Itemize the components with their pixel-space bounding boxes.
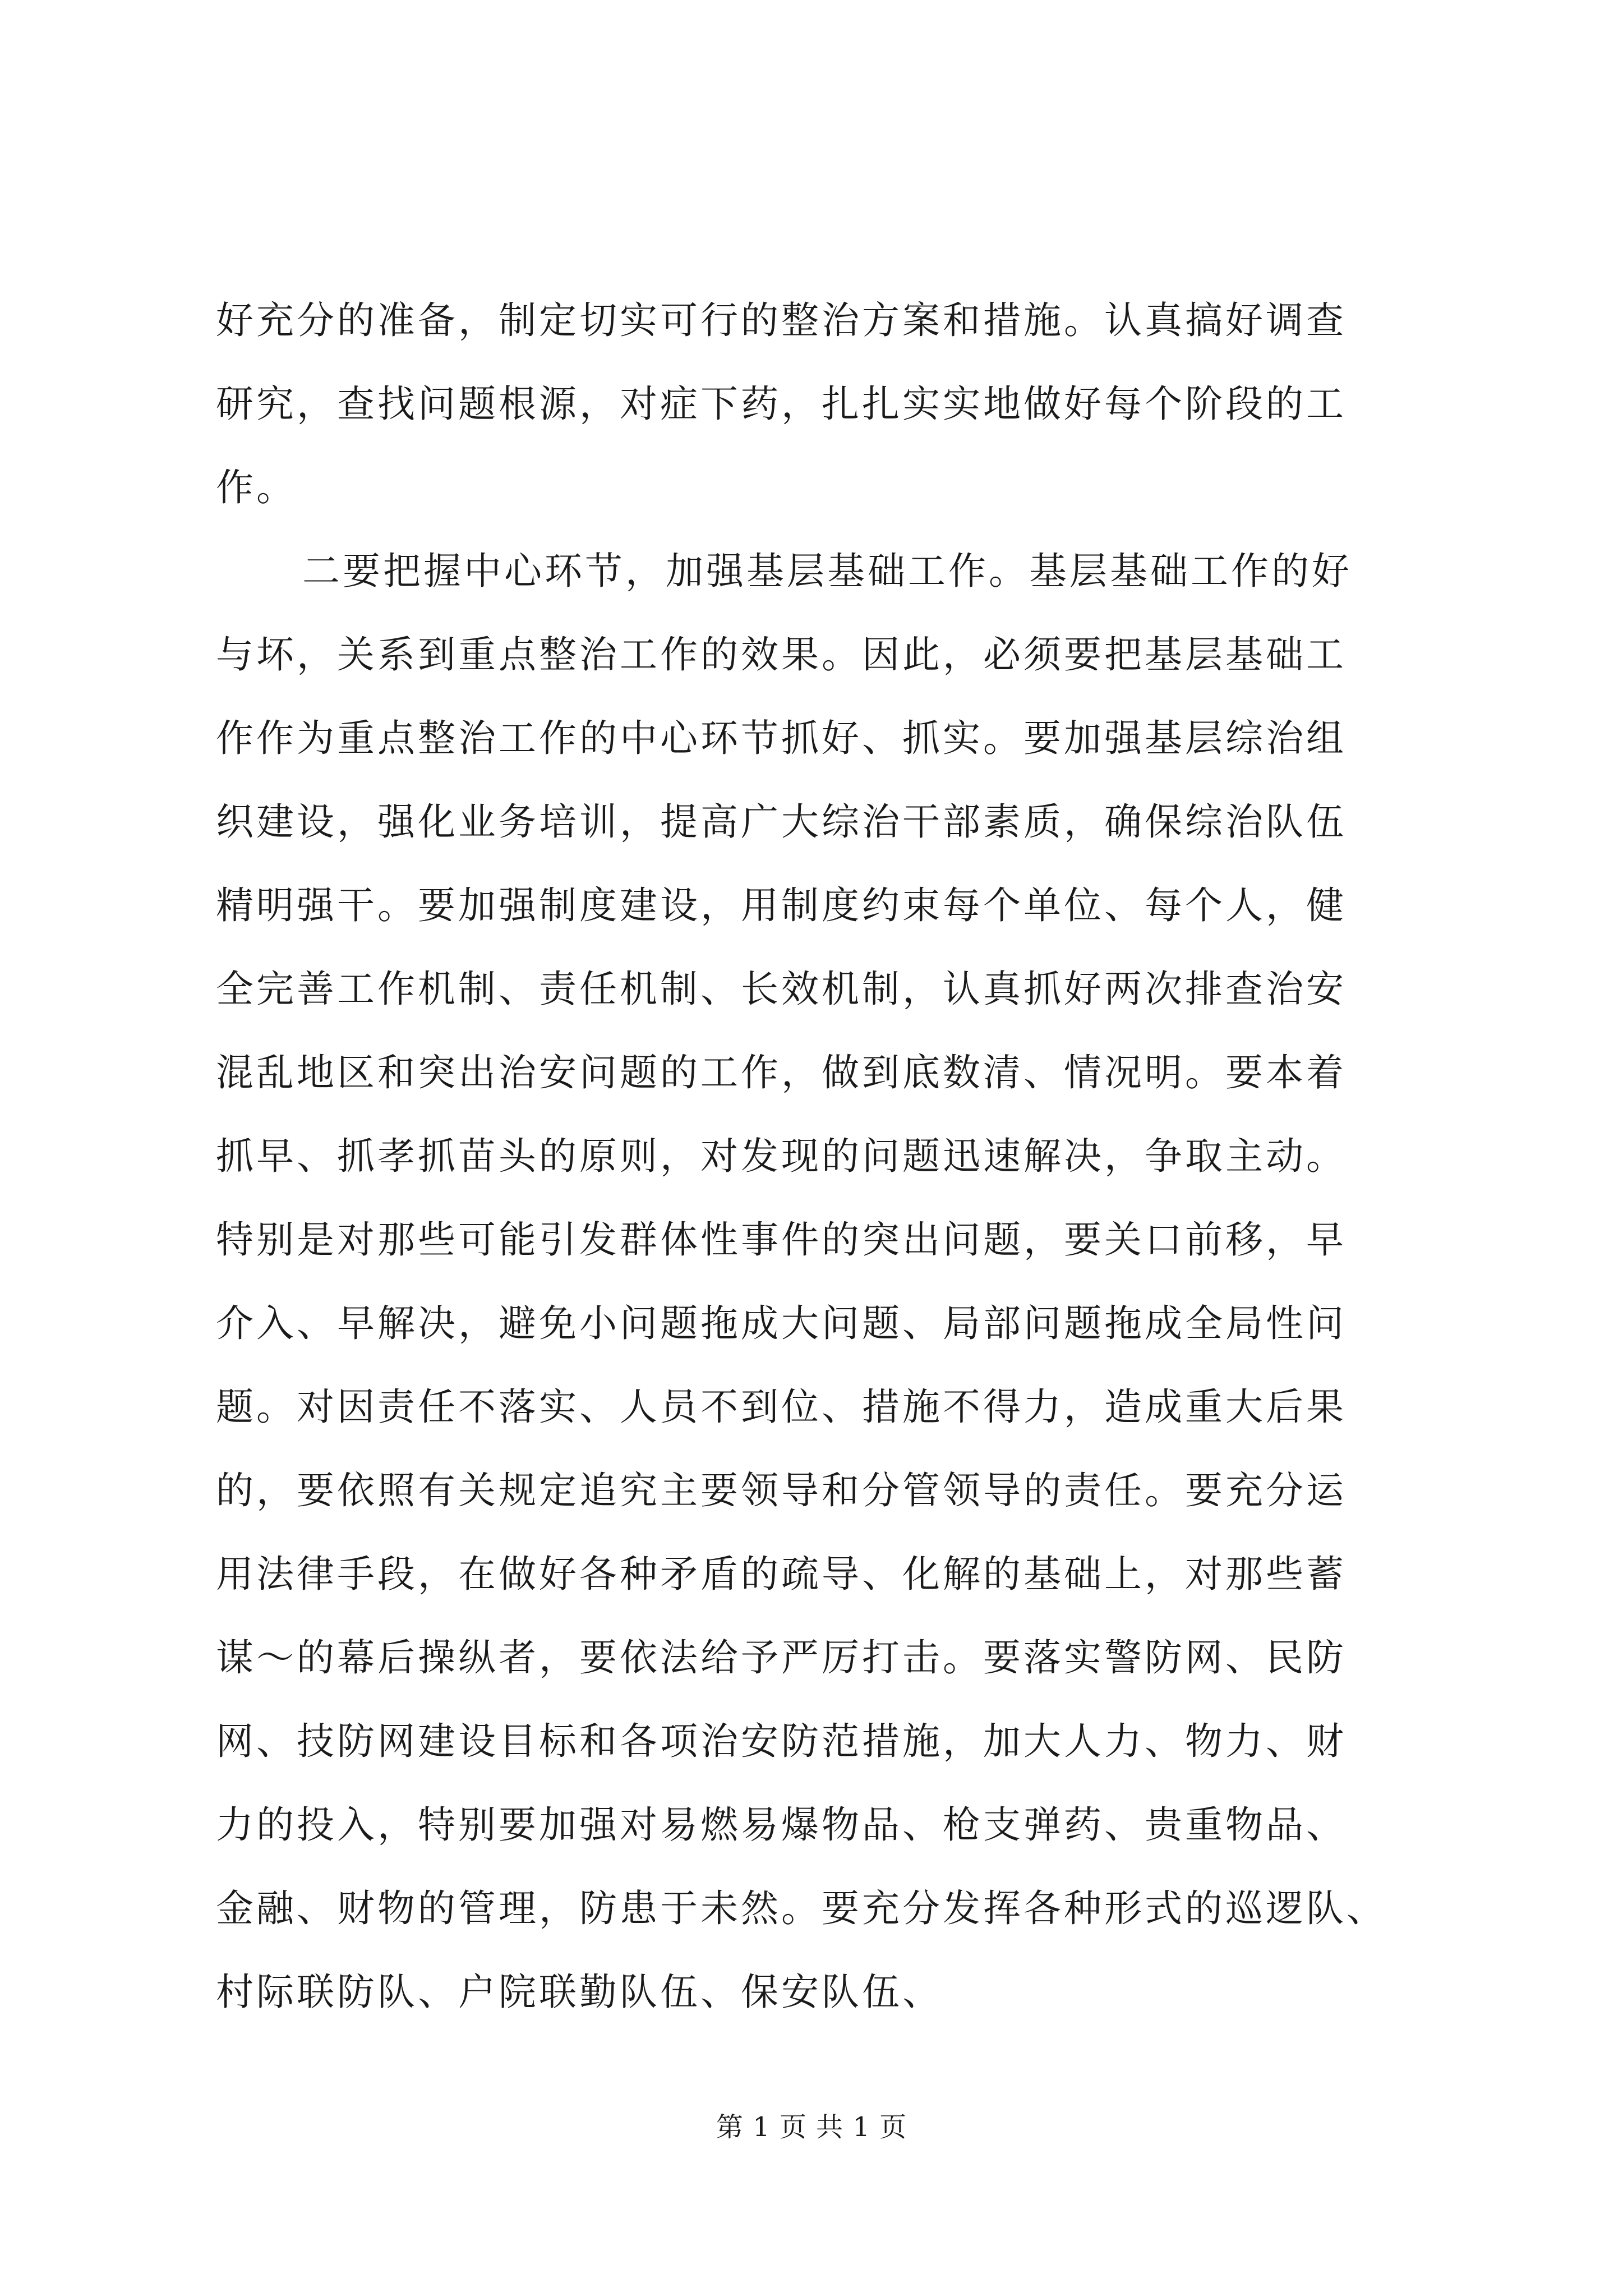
text-line: 用法律手段，在做好各种矛盾的疏导、化解的基础上，对那些蓄	[216, 1552, 1347, 1596]
text-line: 网、技防网建设目标和各项治安防范措施，加大人力、物力、财	[216, 1719, 1347, 1763]
text-line: 力的投入，特别要加强对易燃易爆物品、枪支弹药、贵重物品、	[216, 1803, 1347, 1847]
text-line: 好充分的准备，制定切实可行的整治方案和措施。认真搞好调查	[216, 298, 1347, 342]
text-line: 抓早、抓孝抓苗头的原则，对发现的问题迅速解决，争取主动。	[216, 1134, 1347, 1178]
text-line: 题。对因责任不落实、人员不到位、措施不得力，造成重大后果	[216, 1385, 1347, 1429]
text-line: 村际联防队、户院联勤队伍、保安队伍、	[216, 1970, 943, 2014]
text-line: 作。	[216, 466, 297, 509]
text-line: 谋～的幕后操纵者，要依法给予严厉打击。要落实警防网、民防	[216, 1636, 1347, 1680]
text-line: 织建设，强化业务培训，提高广大综治干部素质，确保综治队伍	[216, 800, 1347, 844]
text-line: 全完善工作机制、责任机制、长效机制，认真抓好两次排查治安	[216, 967, 1347, 1011]
text-line: 二要把握中心环节，加强基层基础工作。基层基础工作的好	[302, 549, 1352, 593]
text-line: 特别是对那些可能引发群体性事件的突出问题，要关口前移，早	[216, 1218, 1347, 1262]
text-line: 混乱地区和突出治安问题的工作，做到底数清、情况明。要本着	[216, 1051, 1347, 1094]
text-line: 金融、财物的管理，防患于未然。要充分发挥各种形式的巡逻队、	[216, 1887, 1387, 1930]
text-line: 精明强干。要加强制度建设，用制度约束每个单位、每个人，健	[216, 884, 1347, 927]
text-line: 研究，查找问题根源，对症下药，扎扎实实地做好每个阶段的工	[216, 382, 1347, 426]
text-line: 介入、早解决，避免小问题拖成大问题、局部问题拖成全局性问	[216, 1301, 1347, 1345]
text-line: 与坏，关系到重点整治工作的效果。因此，必须要把基层基础工	[216, 633, 1347, 677]
text-line: 的，要依照有关规定追究主要领导和分管领导的责任。要充分运	[216, 1469, 1347, 1512]
page-number-label: 第 1 页 共 1 页	[716, 2111, 907, 2143]
text-line: 作作为重点整治工作的中心环节抓好、抓实。要加强基层综治组	[216, 716, 1347, 760]
page-footer	[0, 2111, 1623, 2143]
